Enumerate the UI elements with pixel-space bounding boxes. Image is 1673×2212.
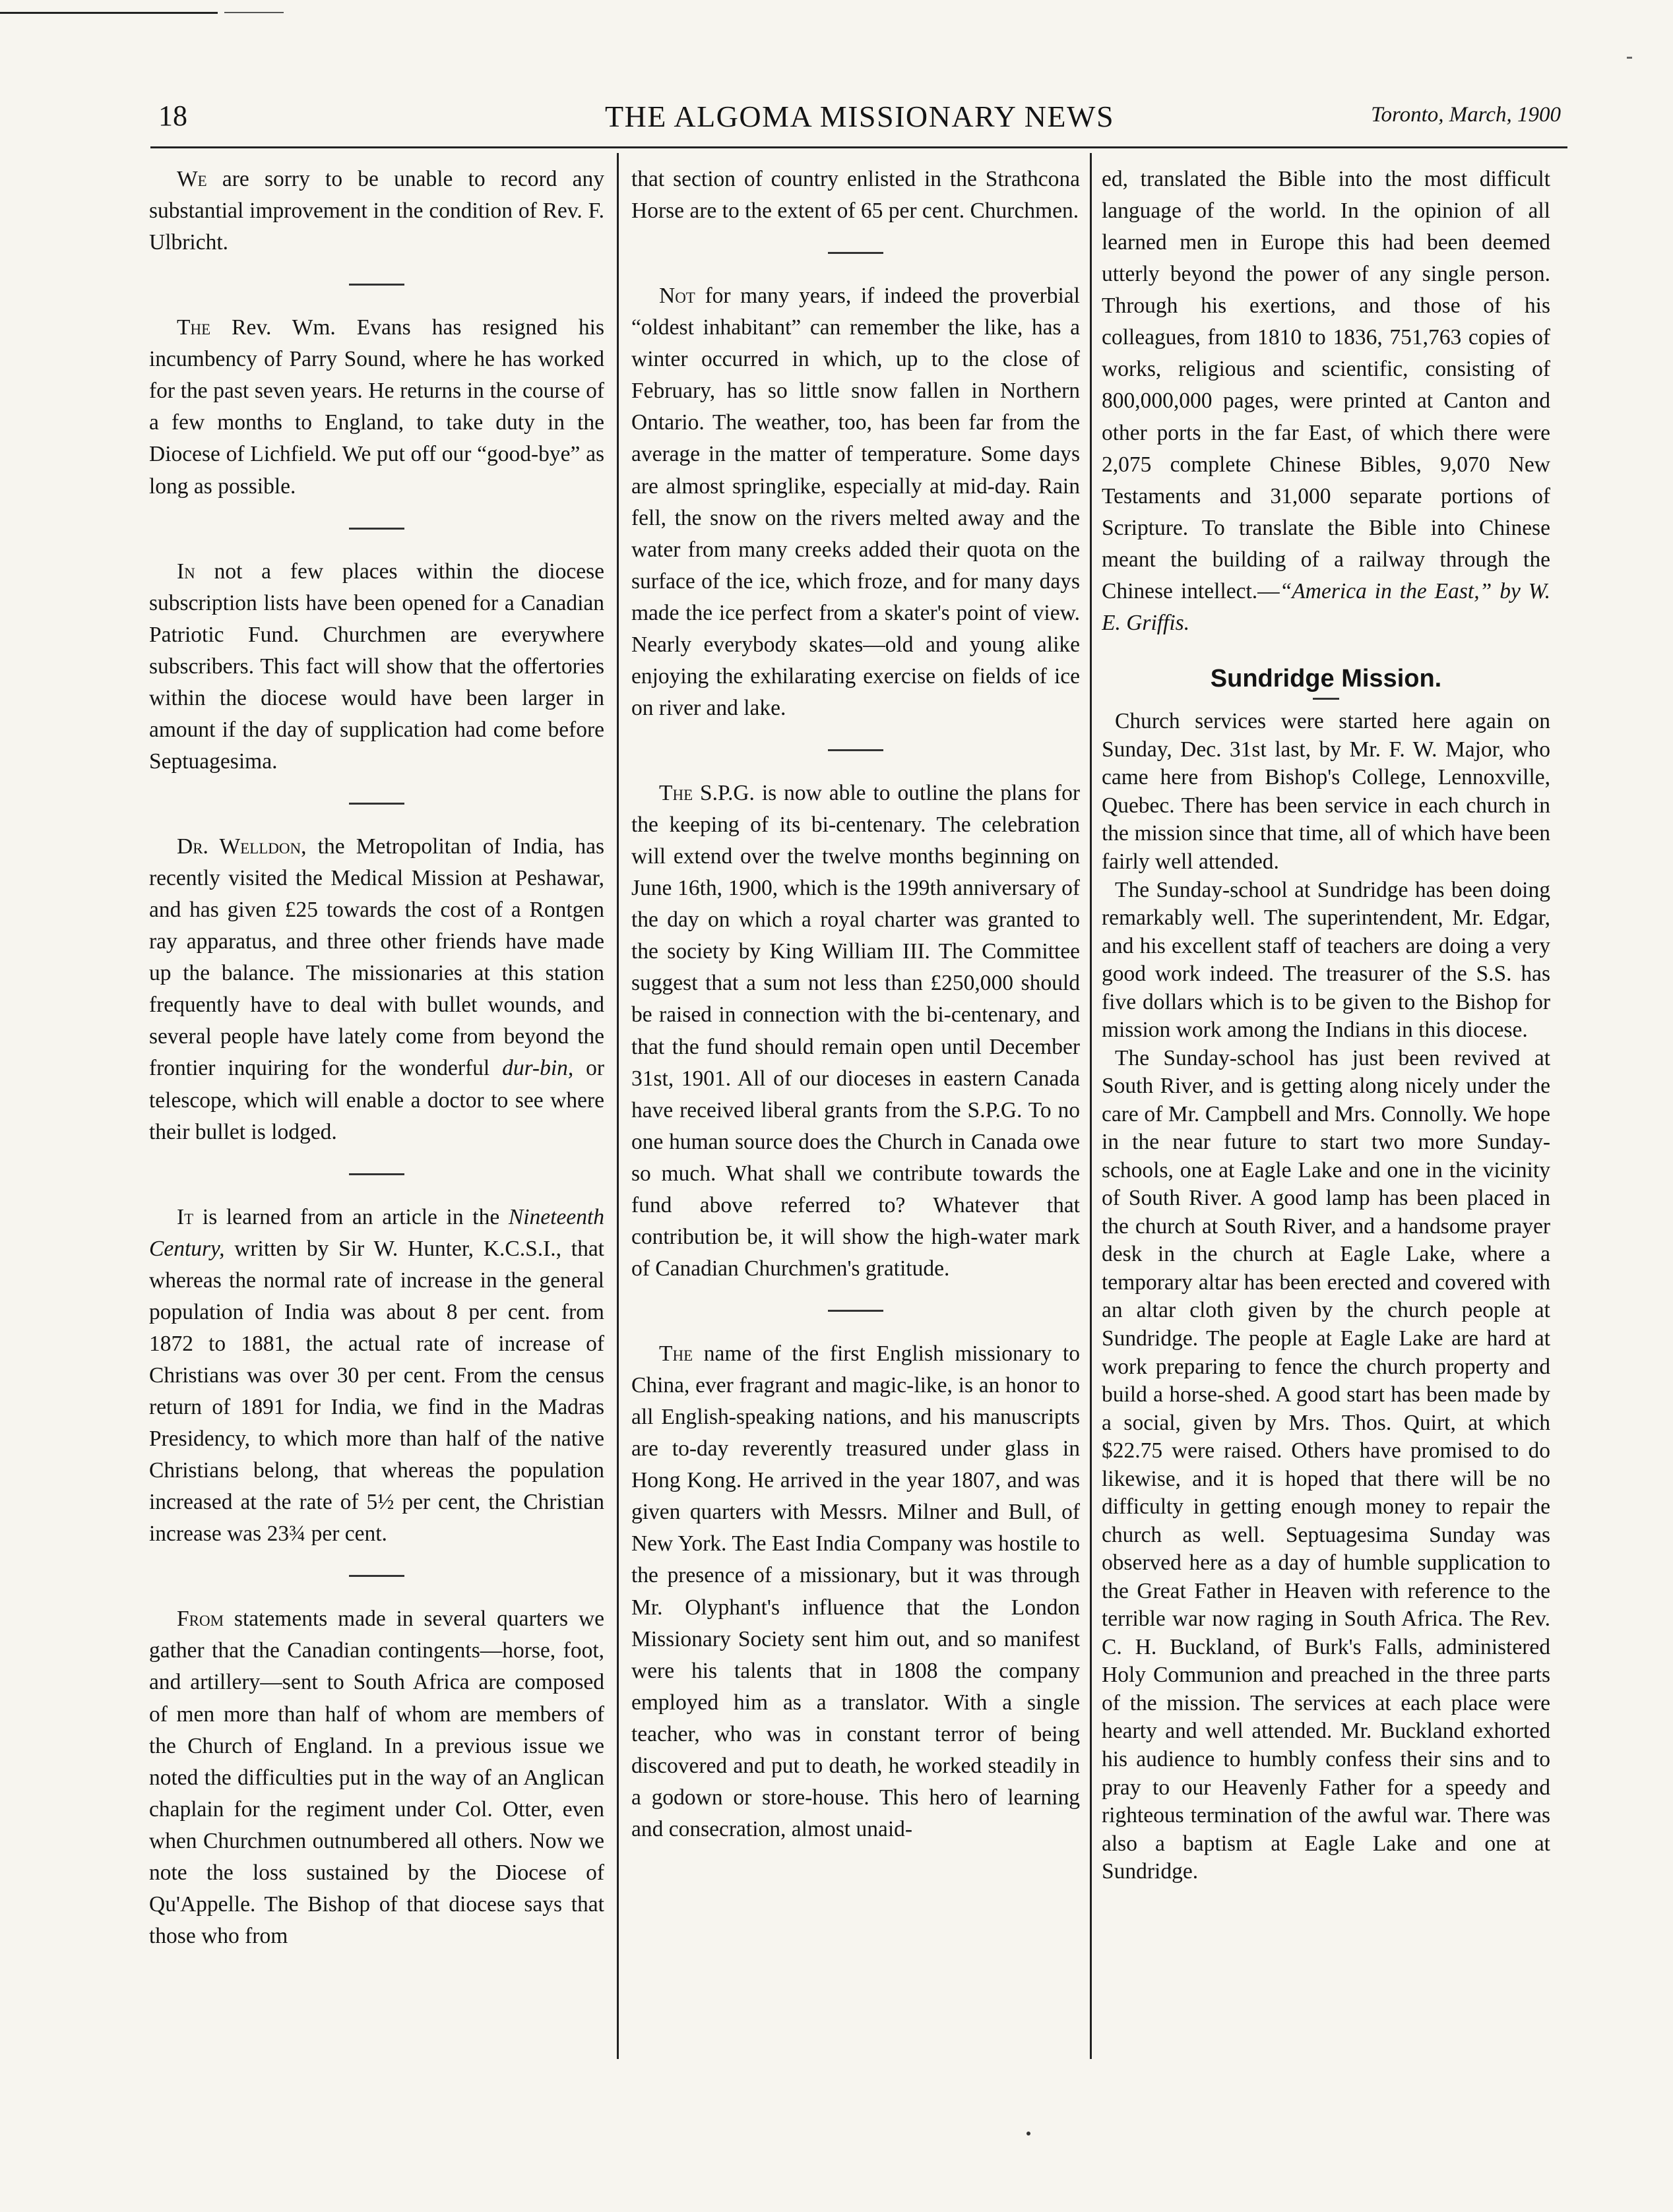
paragraph-hunter: It is learned from an article in the Nineteenth Century, written by Sir W. Hunter, K.C.S.I., that whereas the normal rate of increase in the general population of India was about 8 per cent. from 1872 to 1881, the actual rate of increase of Christians was over 30 per cent. From the census return of 1891 for India, we find in the Madras Presidency, to which more than half of the native Christians belong, that whereas the population increased at the rate of 5½ per cent, the Christian increase was 23¾ per cent.	[149, 1204, 604, 1547]
paragraph-china-missionary: The name of the first English missionary to China, ever fragrant and magic-like, is an honor to all English-speaking nations, and his manuscripts are to-day reverently treasured under glass in Hong Kong. He arrived in the year 1807, and was given quarters with Messrs. Milner and Bull, of New York. The East India Company was hostile to the presence of a missionary, but it was through Mr. Olyphant's influence that the London Missionary Society sent him out, and so manifest were his talents that in 1808 the company employed him as a translator. With a single teacher, who was in constant terror of being discovered and put to death, he worked steadily in a godown or store-house. This hero of learning and consecration, almost unaid-	[631, 1341, 1080, 1841]
column-divider	[1090, 153, 1092, 2059]
section-divider	[349, 284, 404, 286]
top-border-rule-fragment	[224, 12, 284, 13]
paragraph-contingents: From statements made in several quarters we gather that the Canadian contingents—horse, foot, and artillery—sent to South Africa are composed of men more than half of whom are members of the Church of England. In a previous issue we noted the difficulties put in the way of an Anglican chaplain for the regiment under Col. Otter, even when Churchmen outnumbered all others. Now we note the loss sustained by the Diocese of Qu'Appelle. The Bishop of that diocese says that those who from	[149, 1607, 604, 1948]
paragraph-sunday-school: The Sunday-school at Sundridge has been doing remarkably well. The superintendent, Mr. Edgar, and his excellent staff of teachers are doing a very good work indeed. The treasurer of the S.S. has five dollars which is to be given to the Bishop for mission work among the Indians in this diocese.	[1102, 877, 1550, 1043]
page-number: 18	[158, 100, 187, 132]
paragraph-evans: The Rev. Wm. Evans has resigned his incumbency of Parry Sound, where he has worked for the past seven years. He returns in the course of a few months to England, to take duty in the Diocese of Lichfield. We put off our “good-bye” as long as possible.	[149, 315, 604, 499]
page-header	[158, 99, 1561, 138]
paragraph-church-services: Church services were started here again on Sunday, Dec. 31st last, by Mr. F. W. Major, who came here from Bishop's College, Lennoxville, Quebec. There has been service in each church in the mission since that time, all of which have been fairly well attended.	[1102, 709, 1550, 874]
paragraph-strathcona: that section of country enlisted in the Strathcona Horse are to the extent of 65 per cent. Churchmen.	[631, 167, 1080, 224]
column-left	[149, 164, 604, 2063]
section-divider	[828, 252, 883, 254]
paragraph-patriotic-fund: In not a few places within the diocese subscription lists have been opened for a Canadian Patriotic Fund. Churchmen are everywhere subscribers. This fact will show that the offertories within the diocese would have been larger in amount if the day of supplication had come before Septuagesima.	[149, 559, 604, 774]
paragraph-bible-translation: ed, translated the Bible into the most difficult language of the world. In the opinion of all learned men in Europe this had been deemed utterly beyond the power of any single person. Through his exertions, and those of his colleagues, from 1810 to 1836, 751,763 copies of works, religious and scientific, consisting of 800,000,000 pages, were printed at Canton and other ports in the far East, of which there were 2,075 complete Chinese Bibles, 9,070 New Testaments and 31,000 separate portions of Scripture. To translate the Bible into Chinese meant the building of a railway through the Chinese intellect.—“America in the East,” by W. E. Griffis.	[1102, 167, 1550, 635]
paragraph-south-river: The Sunday-school has just been revived at South River, and is getting along nicely under the care of Mr. Campbell and Mrs. Connolly. We hope in the near future to start two more Sunday-schools, one at Eagle Lake and one in the vicinity of South River. A good lamp has been placed in the church at South River, and a handsome prayer desk in the church at Eagle Lake, where a temporary altar has been erected and covered with an altar cloth given by the church people at Sundridge. The people at Eagle Lake are hard at work preparing to fence the church property and build a horse-shed. A good start has been made by a social, given by Mrs. Thos. Quirt, at which $22.75 were raised. Others have promised to do likewise, and it is hoped that there will be no difficulty in getting enough money to repair the church as well. Septuagesima Sunday was observed here as a day of humble supplication to the Great Father in Heaven with reference to the terrible war now raging in South Africa. The Rev. C. H. Buckland, of Burk's Falls, administered Holy Communion and preached in the three parts of the mission. The services at each place were hearty and well attended. Mr. Buckland exhorted his audience to humbly confess their sins and to pray to our Heavenly Father for a speedy and righteous termination of the awful war. There was also a baptism at Eagle Lake and one at Sundridge.	[1102, 1045, 1550, 1884]
section-divider	[828, 1310, 883, 1312]
print-speck	[1627, 57, 1632, 59]
column-middle	[631, 164, 1080, 2063]
paragraph-ulbricht: We are sorry to be unable to record any substantial improvement in the condition of Rev. F. Ulbricht.	[149, 167, 604, 255]
heading-underline	[1313, 698, 1339, 700]
section-heading: Sundridge Mission.	[1210, 664, 1442, 692]
section-divider	[349, 528, 404, 530]
section-divider	[349, 803, 404, 805]
column-divider	[617, 153, 619, 2059]
section-divider	[349, 1575, 404, 1577]
publication-title: THE ALGOMA MISSIONARY NEWS	[604, 100, 1115, 133]
top-border-rule	[0, 12, 218, 14]
print-dot	[1026, 2132, 1030, 2135]
header-rule	[150, 146, 1567, 148]
column-right	[1102, 164, 1550, 2063]
paragraph-spg: The S.P.G. is now able to outline the plans for the keeping of its bi-centenary. The celebration will extend over the twelve months beginning on June 16th, 1900, which is the 199th anniversary of the day on which a royal charter was granted to the society by King William III. The Committee suggest that a sum not less than £250,000 should be raised in connection with the bi-centenary, and that the fund should remain open until December 31st, 1901. All of our dioceses in eastern Canada have received liberal grants from the S.P.G. To no one human source does the Church in Canada owe so much. What shall we contribute towards the fund above referred to? Whatever that contribution be, it will show the high-water mark of Canadian Churchmen's gratitude.	[631, 781, 1080, 1281]
issue-date: Toronto, March, 1900	[1371, 103, 1561, 127]
paragraph-winter: Not for many years, if indeed the proverbial “oldest inhabitant” can remember the like, has a winter occurred in which, up to the close of February, has so little snow fallen in Northern Ontario. The weather, too, has been far from the average in the matter of temperature. Some days are almost springlike, especially at mid-day. Rain fell, the snow on the rivers melted away and the water from many creeks added their quota on the surface of the ice, which froze, and for many days made the ice perfect from a skater's point of view. Nearly everybody skates—old and young alike enjoying the exhilarating exercise on fields of ice on river and lake.	[631, 284, 1080, 720]
paragraph-welldon: Dr. Welldon, the Metropolitan of India, has recently visited the Medical Mission at Peshawar, and has given £25 towards the cost of a Rontgen ray apparatus, and three other friends have made up the balance. The missionaries at this station frequently have to deal with bullet wounds, and several people have lately come from beyond the frontier inquiring for the wonderful dur-bin, or telescope, which will enable a doctor to see where their bullet is lodged.	[149, 834, 604, 1144]
section-divider	[828, 749, 883, 751]
section-divider	[349, 1173, 404, 1175]
